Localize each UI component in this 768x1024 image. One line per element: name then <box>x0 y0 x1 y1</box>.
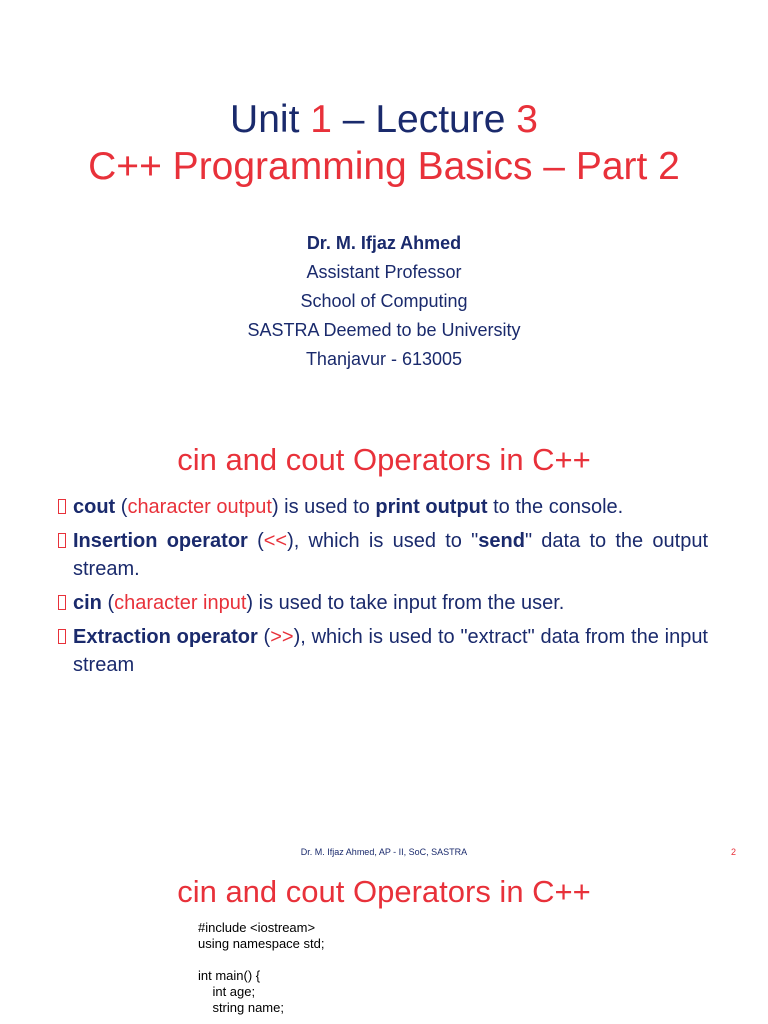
bullet-term: Insertion operator <box>73 530 248 552</box>
bullet-text: ) is used to take input from the user. <box>246 592 565 614</box>
bullet-list <box>58 493 708 685</box>
bullet-text: to the console. <box>487 496 624 518</box>
bullet-marker-icon <box>58 595 66 610</box>
bullet-item <box>58 493 708 521</box>
title-unit-label: Unit <box>230 98 311 141</box>
title-lecture-number: 3 <box>516 98 538 141</box>
bullet-highlight: character output <box>127 496 272 518</box>
bullet-marker-icon <box>58 499 66 514</box>
bullet-text: ) is used to <box>271 496 376 518</box>
lecture-subtitle: C++ Programming Basics – Part 2 <box>88 145 680 188</box>
bullet-item <box>58 589 708 617</box>
bullet-item <box>58 527 708 583</box>
bullet-text: " data to the output stream. <box>73 530 709 580</box>
bullet-term: cin <box>73 592 102 614</box>
bullet-term: Extraction operator <box>73 626 258 648</box>
bullet-highlight: character input <box>114 592 247 614</box>
next-section-title: cin and cout Operators in C++ <box>177 874 591 909</box>
author-name: Dr. M. Ifjaz Ahmed <box>306 233 462 253</box>
bullet-text: ), which is used to "extract" data from the input stream <box>73 626 708 676</box>
author-school: School of Computing <box>300 291 468 311</box>
author-block <box>0 229 768 374</box>
page-number: 2 <box>731 847 737 857</box>
footer-text: Dr. M. Ifjaz Ahmed, AP - II, SoC, SASTRA <box>300 847 468 857</box>
bullet-emphasis: send <box>478 530 525 552</box>
section-title: cin and cout Operators in C++ <box>177 442 591 477</box>
code-snippet: #include <iostream> using namespace std; int main() { int age; string name; <box>198 920 325 1015</box>
bullet-marker-icon <box>58 629 66 644</box>
title-unit-number: 1 <box>310 98 332 141</box>
author-location: Thanjavur - 613005 <box>305 349 463 369</box>
bullet-text: ( <box>247 530 264 552</box>
bullet-text: ( <box>115 496 128 518</box>
bullet-marker-icon <box>58 533 66 548</box>
bullet-term: cout <box>73 496 116 518</box>
bullet-text: ), which is used to " <box>287 530 479 552</box>
bullet-text: ( <box>101 592 115 614</box>
author-university: SASTRA Deemed to be University <box>247 320 521 340</box>
bullet-item <box>58 623 708 679</box>
bullet-highlight: >> <box>270 626 294 648</box>
bullet-text: ( <box>257 626 271 648</box>
lecture-title <box>0 98 768 142</box>
title-lecture-label: – Lecture <box>331 98 517 141</box>
bullet-highlight: << <box>263 530 288 552</box>
author-role: Assistant Professor <box>306 262 462 282</box>
bullet-emphasis: print output <box>375 496 488 518</box>
